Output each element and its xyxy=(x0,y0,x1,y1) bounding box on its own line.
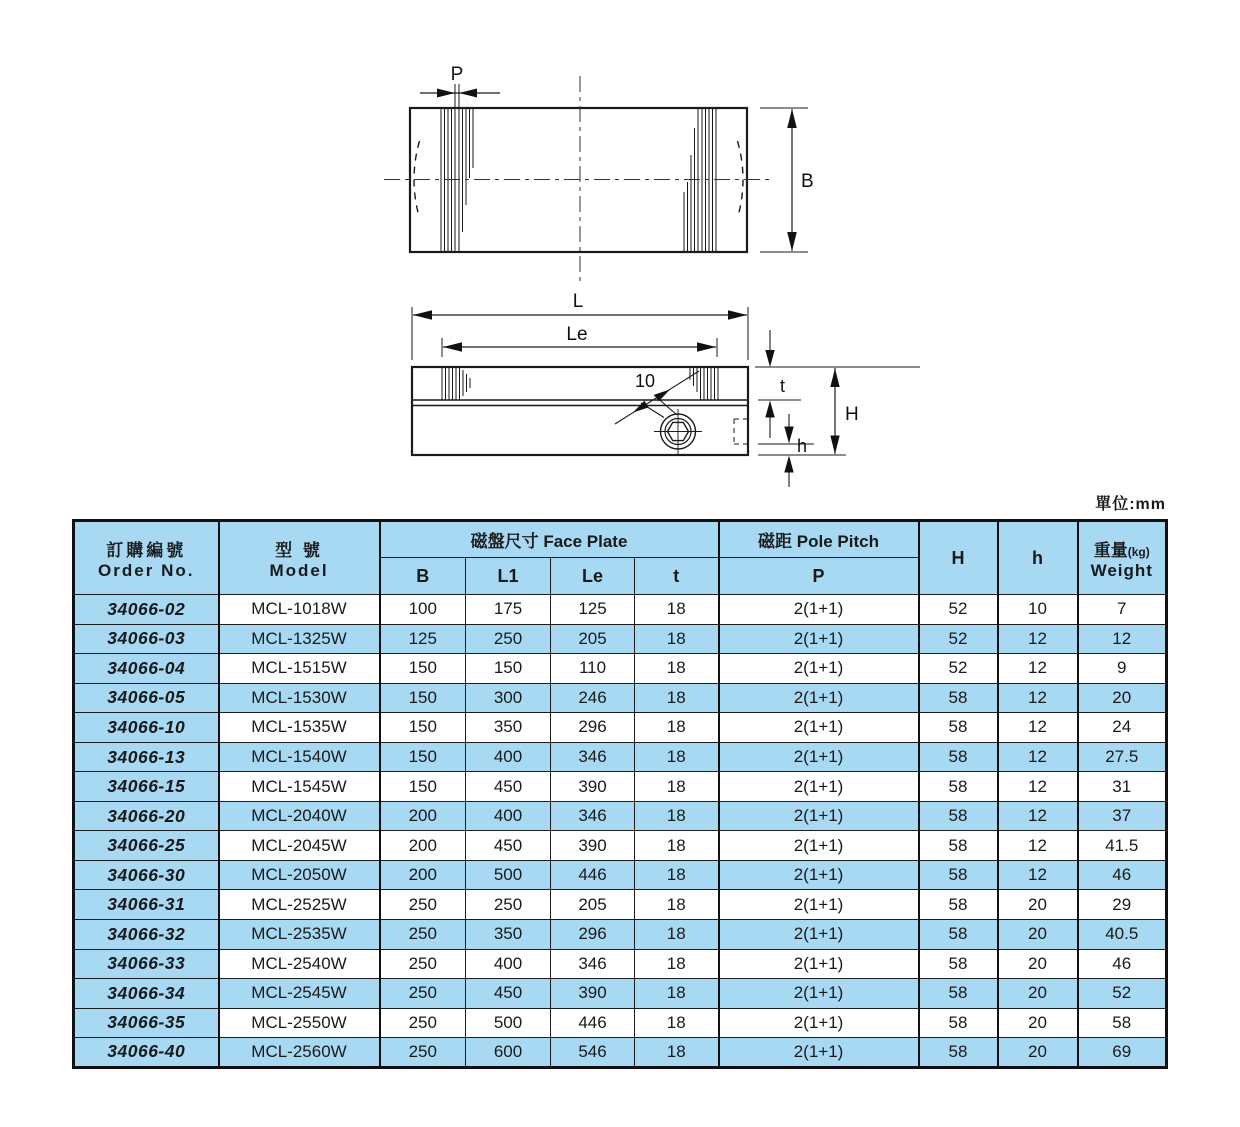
header-face-plate: 磁盤尺寸 Face Plate xyxy=(380,521,719,558)
cell-model: MCL-1530W xyxy=(219,683,380,713)
cell-p: 2(1+1) xyxy=(719,742,919,772)
cell-H: 52 xyxy=(919,624,998,654)
cell-p: 2(1+1) xyxy=(719,831,919,861)
cell-l1: 450 xyxy=(466,772,551,802)
cell-H: 52 xyxy=(919,654,998,684)
cell-order: 34066-13 xyxy=(74,742,219,772)
cell-order: 34066-30 xyxy=(74,860,219,890)
cell-H: 58 xyxy=(919,683,998,713)
cell-l1: 250 xyxy=(466,890,551,920)
cell-h: 12 xyxy=(998,713,1078,743)
t-dimension-label: t xyxy=(780,376,786,396)
cell-w: 37 xyxy=(1078,801,1167,831)
cell-t: 18 xyxy=(635,1038,719,1068)
cell-p: 2(1+1) xyxy=(719,949,919,979)
cell-p: 2(1+1) xyxy=(719,1038,919,1068)
cell-w: 12 xyxy=(1078,624,1167,654)
cell-h: 20 xyxy=(998,890,1078,920)
cell-t: 18 xyxy=(635,801,719,831)
cell-l1: 450 xyxy=(466,831,551,861)
cell-model: MCL-2545W xyxy=(219,979,380,1009)
cell-le: 205 xyxy=(551,624,635,654)
cell-order: 34066-20 xyxy=(74,801,219,831)
header-H: H xyxy=(919,521,998,595)
cell-h: 12 xyxy=(998,683,1078,713)
cell-l1: 400 xyxy=(466,801,551,831)
cell-model: MCL-2040W xyxy=(219,801,380,831)
cell-model: MCL-2560W xyxy=(219,1038,380,1068)
cell-model: MCL-1545W xyxy=(219,772,380,802)
cell-h: 12 xyxy=(998,624,1078,654)
table-row xyxy=(74,920,1167,950)
cell-t: 18 xyxy=(635,1008,719,1038)
cell-h: 12 xyxy=(998,831,1078,861)
cell-w: 9 xyxy=(1078,654,1167,684)
header-pole-pitch: 磁距 Pole Pitch xyxy=(719,521,919,558)
cell-h: 20 xyxy=(998,1008,1078,1038)
cell-w: 40.5 xyxy=(1078,920,1167,950)
cell-H: 58 xyxy=(919,831,998,861)
cell-H: 58 xyxy=(919,713,998,743)
cell-le: 296 xyxy=(551,920,635,950)
cell-t: 18 xyxy=(635,742,719,772)
cell-model: MCL-2540W xyxy=(219,949,380,979)
cell-w: 58 xyxy=(1078,1008,1167,1038)
h-small-dimension-label: h xyxy=(797,436,808,456)
cell-order: 34066-03 xyxy=(74,624,219,654)
cell-w: 41.5 xyxy=(1078,831,1167,861)
top-view-drawing xyxy=(384,64,814,284)
cell-h: 20 xyxy=(998,979,1078,1009)
cell-l1: 150 xyxy=(466,654,551,684)
cell-t: 18 xyxy=(635,890,719,920)
cell-H: 58 xyxy=(919,801,998,831)
cell-h: 20 xyxy=(998,920,1078,950)
cell-le: 390 xyxy=(551,831,635,861)
cell-p: 2(1+1) xyxy=(719,624,919,654)
cell-b: 150 xyxy=(380,772,466,802)
cell-w: 46 xyxy=(1078,860,1167,890)
cell-l1: 600 xyxy=(466,1038,551,1068)
cell-b: 200 xyxy=(380,801,466,831)
table-row xyxy=(74,654,1167,684)
cell-h: 12 xyxy=(998,742,1078,772)
cell-t: 18 xyxy=(635,979,719,1009)
cell-model: MCL-1515W xyxy=(219,654,380,684)
cell-h: 12 xyxy=(998,801,1078,831)
cell-b: 125 xyxy=(380,624,466,654)
cell-H: 58 xyxy=(919,979,998,1009)
cell-model: MCL-2045W xyxy=(219,831,380,861)
cell-w: 24 xyxy=(1078,713,1167,743)
cell-le: 546 xyxy=(551,1038,635,1068)
cell-H: 58 xyxy=(919,1008,998,1038)
cell-le: 346 xyxy=(551,742,635,772)
cell-model: MCL-2050W xyxy=(219,860,380,890)
cell-t: 18 xyxy=(635,654,719,684)
cell-t: 18 xyxy=(635,713,719,743)
cell-h: 12 xyxy=(998,860,1078,890)
cell-l1: 450 xyxy=(466,979,551,1009)
cell-t: 18 xyxy=(635,595,719,625)
cell-p: 2(1+1) xyxy=(719,860,919,890)
cell-l1: 500 xyxy=(466,860,551,890)
cell-l1: 350 xyxy=(466,920,551,950)
t-dimension xyxy=(765,330,785,438)
cell-p: 2(1+1) xyxy=(719,772,919,802)
cell-b: 250 xyxy=(380,949,466,979)
cell-le: 446 xyxy=(551,1008,635,1038)
h-total-dimension xyxy=(830,368,858,454)
cell-p: 2(1+1) xyxy=(719,1008,919,1038)
cell-t: 18 xyxy=(635,772,719,802)
cell-H: 58 xyxy=(919,949,998,979)
cell-le: 390 xyxy=(551,772,635,802)
header-col-l1: L1 xyxy=(466,558,551,595)
cell-l1: 500 xyxy=(466,1008,551,1038)
cell-t: 18 xyxy=(635,949,719,979)
unit-label: 單位:mm xyxy=(1095,496,1166,513)
h-small-dimension xyxy=(784,414,807,487)
cell-w: 20 xyxy=(1078,683,1167,713)
header-weight: 重量(kg) Weight xyxy=(1078,521,1167,595)
cell-l1: 300 xyxy=(466,683,551,713)
cell-le: 110 xyxy=(551,654,635,684)
header-col-b: B xyxy=(380,558,466,595)
cell-b: 200 xyxy=(380,860,466,890)
h-total-dimension-label: H xyxy=(845,404,859,425)
cell-b: 150 xyxy=(380,742,466,772)
cell-p: 2(1+1) xyxy=(719,801,919,831)
cell-model: MCL-2525W xyxy=(219,890,380,920)
header-col-t: t xyxy=(635,558,719,595)
cell-t: 18 xyxy=(635,920,719,950)
cell-p: 2(1+1) xyxy=(719,683,919,713)
cell-l1: 175 xyxy=(466,595,551,625)
cell-t: 18 xyxy=(635,831,719,861)
cell-h: 12 xyxy=(998,654,1078,684)
cell-le: 390 xyxy=(551,979,635,1009)
table-row xyxy=(74,624,1167,654)
table-row xyxy=(74,1008,1167,1038)
table-row xyxy=(74,979,1167,1009)
cell-t: 18 xyxy=(635,624,719,654)
table-row xyxy=(74,683,1167,713)
cell-b: 250 xyxy=(380,979,466,1009)
cell-p: 2(1+1) xyxy=(719,920,919,950)
cell-order: 34066-32 xyxy=(74,920,219,950)
cell-model: MCL-2550W xyxy=(219,1008,380,1038)
cell-H: 58 xyxy=(919,742,998,772)
cell-model: MCL-1540W xyxy=(219,742,380,772)
table-row xyxy=(74,890,1167,920)
cell-p: 2(1+1) xyxy=(719,713,919,743)
cell-order: 34066-31 xyxy=(74,890,219,920)
table-row xyxy=(74,801,1167,831)
cell-order: 34066-02 xyxy=(74,595,219,625)
header-order-no: 訂購編號 Order No. xyxy=(74,521,219,595)
cell-p: 2(1+1) xyxy=(719,595,919,625)
cell-b: 250 xyxy=(380,890,466,920)
cell-b: 150 xyxy=(380,654,466,684)
l-dimension-label: L xyxy=(572,291,584,312)
le-dimension-label: Le xyxy=(566,324,588,345)
side-view-drawing xyxy=(412,291,920,487)
p-dimension xyxy=(420,64,500,107)
table-row xyxy=(74,949,1167,979)
cell-H: 58 xyxy=(919,860,998,890)
header-h: h xyxy=(998,521,1078,595)
table-row xyxy=(74,772,1167,802)
cell-h: 20 xyxy=(998,949,1078,979)
cell-order: 34066-04 xyxy=(74,654,219,684)
cell-order: 34066-10 xyxy=(74,713,219,743)
cell-w: 46 xyxy=(1078,949,1167,979)
cell-w: 69 xyxy=(1078,1038,1167,1068)
cell-order: 34066-05 xyxy=(74,683,219,713)
cell-b: 200 xyxy=(380,831,466,861)
cell-p: 2(1+1) xyxy=(719,979,919,1009)
cell-order: 34066-40 xyxy=(74,1038,219,1068)
cell-l1: 350 xyxy=(466,713,551,743)
cell-order: 34066-25 xyxy=(74,831,219,861)
p-dimension-label: P xyxy=(450,64,464,85)
cell-le: 125 xyxy=(551,595,635,625)
cell-h: 10 xyxy=(998,595,1078,625)
cell-p: 2(1+1) xyxy=(719,890,919,920)
cell-H: 58 xyxy=(919,772,998,802)
table-body xyxy=(74,595,1167,1068)
cell-l1: 400 xyxy=(466,742,551,772)
cell-h: 12 xyxy=(998,772,1078,802)
cell-H: 58 xyxy=(919,890,998,920)
cell-h: 20 xyxy=(998,1038,1078,1068)
table-row xyxy=(74,595,1167,625)
table-row xyxy=(74,1038,1167,1068)
cell-b: 250 xyxy=(380,1008,466,1038)
cell-w: 7 xyxy=(1078,595,1167,625)
table-row xyxy=(74,860,1167,890)
cell-H: 58 xyxy=(919,920,998,950)
cell-b: 150 xyxy=(380,683,466,713)
hidden-slot xyxy=(734,419,748,444)
spec-table xyxy=(72,519,1168,1069)
cell-b: 250 xyxy=(380,1038,466,1068)
cell-order: 34066-34 xyxy=(74,979,219,1009)
screw-callout-label: 10 xyxy=(634,371,656,391)
cell-p: 2(1+1) xyxy=(719,654,919,684)
table-row xyxy=(74,713,1167,743)
cell-model: MCL-1018W xyxy=(219,595,380,625)
table-header xyxy=(74,521,1167,595)
header-model: 型 號 Model xyxy=(219,521,380,595)
cell-model: MCL-2535W xyxy=(219,920,380,950)
cell-model: MCL-1325W xyxy=(219,624,380,654)
cell-w: 31 xyxy=(1078,772,1167,802)
cell-order: 34066-35 xyxy=(74,1008,219,1038)
cell-b: 250 xyxy=(380,920,466,950)
cell-l1: 250 xyxy=(466,624,551,654)
cell-w: 52 xyxy=(1078,979,1167,1009)
cell-t: 18 xyxy=(635,683,719,713)
cell-H: 52 xyxy=(919,595,998,625)
cell-t: 18 xyxy=(635,860,719,890)
header-col-p: P xyxy=(719,558,919,595)
table-row xyxy=(74,831,1167,861)
header-col-le: Le xyxy=(551,558,635,595)
cell-le: 296 xyxy=(551,713,635,743)
cell-le: 446 xyxy=(551,860,635,890)
cell-b: 100 xyxy=(380,595,466,625)
cell-order: 34066-15 xyxy=(74,772,219,802)
cell-le: 205 xyxy=(551,890,635,920)
table-row xyxy=(74,742,1167,772)
cell-w: 29 xyxy=(1078,890,1167,920)
cell-w: 27.5 xyxy=(1078,742,1167,772)
cell-H: 58 xyxy=(919,1038,998,1068)
le-dimension xyxy=(442,324,717,357)
cell-le: 246 xyxy=(551,683,635,713)
cell-model: MCL-1535W xyxy=(219,713,380,743)
b-dimension-label: B xyxy=(801,171,814,192)
cell-l1: 400 xyxy=(466,949,551,979)
cell-le: 346 xyxy=(551,949,635,979)
cell-order: 34066-33 xyxy=(74,949,219,979)
technical-drawings xyxy=(0,0,1240,505)
cell-b: 150 xyxy=(380,713,466,743)
cell-le: 346 xyxy=(551,801,635,831)
